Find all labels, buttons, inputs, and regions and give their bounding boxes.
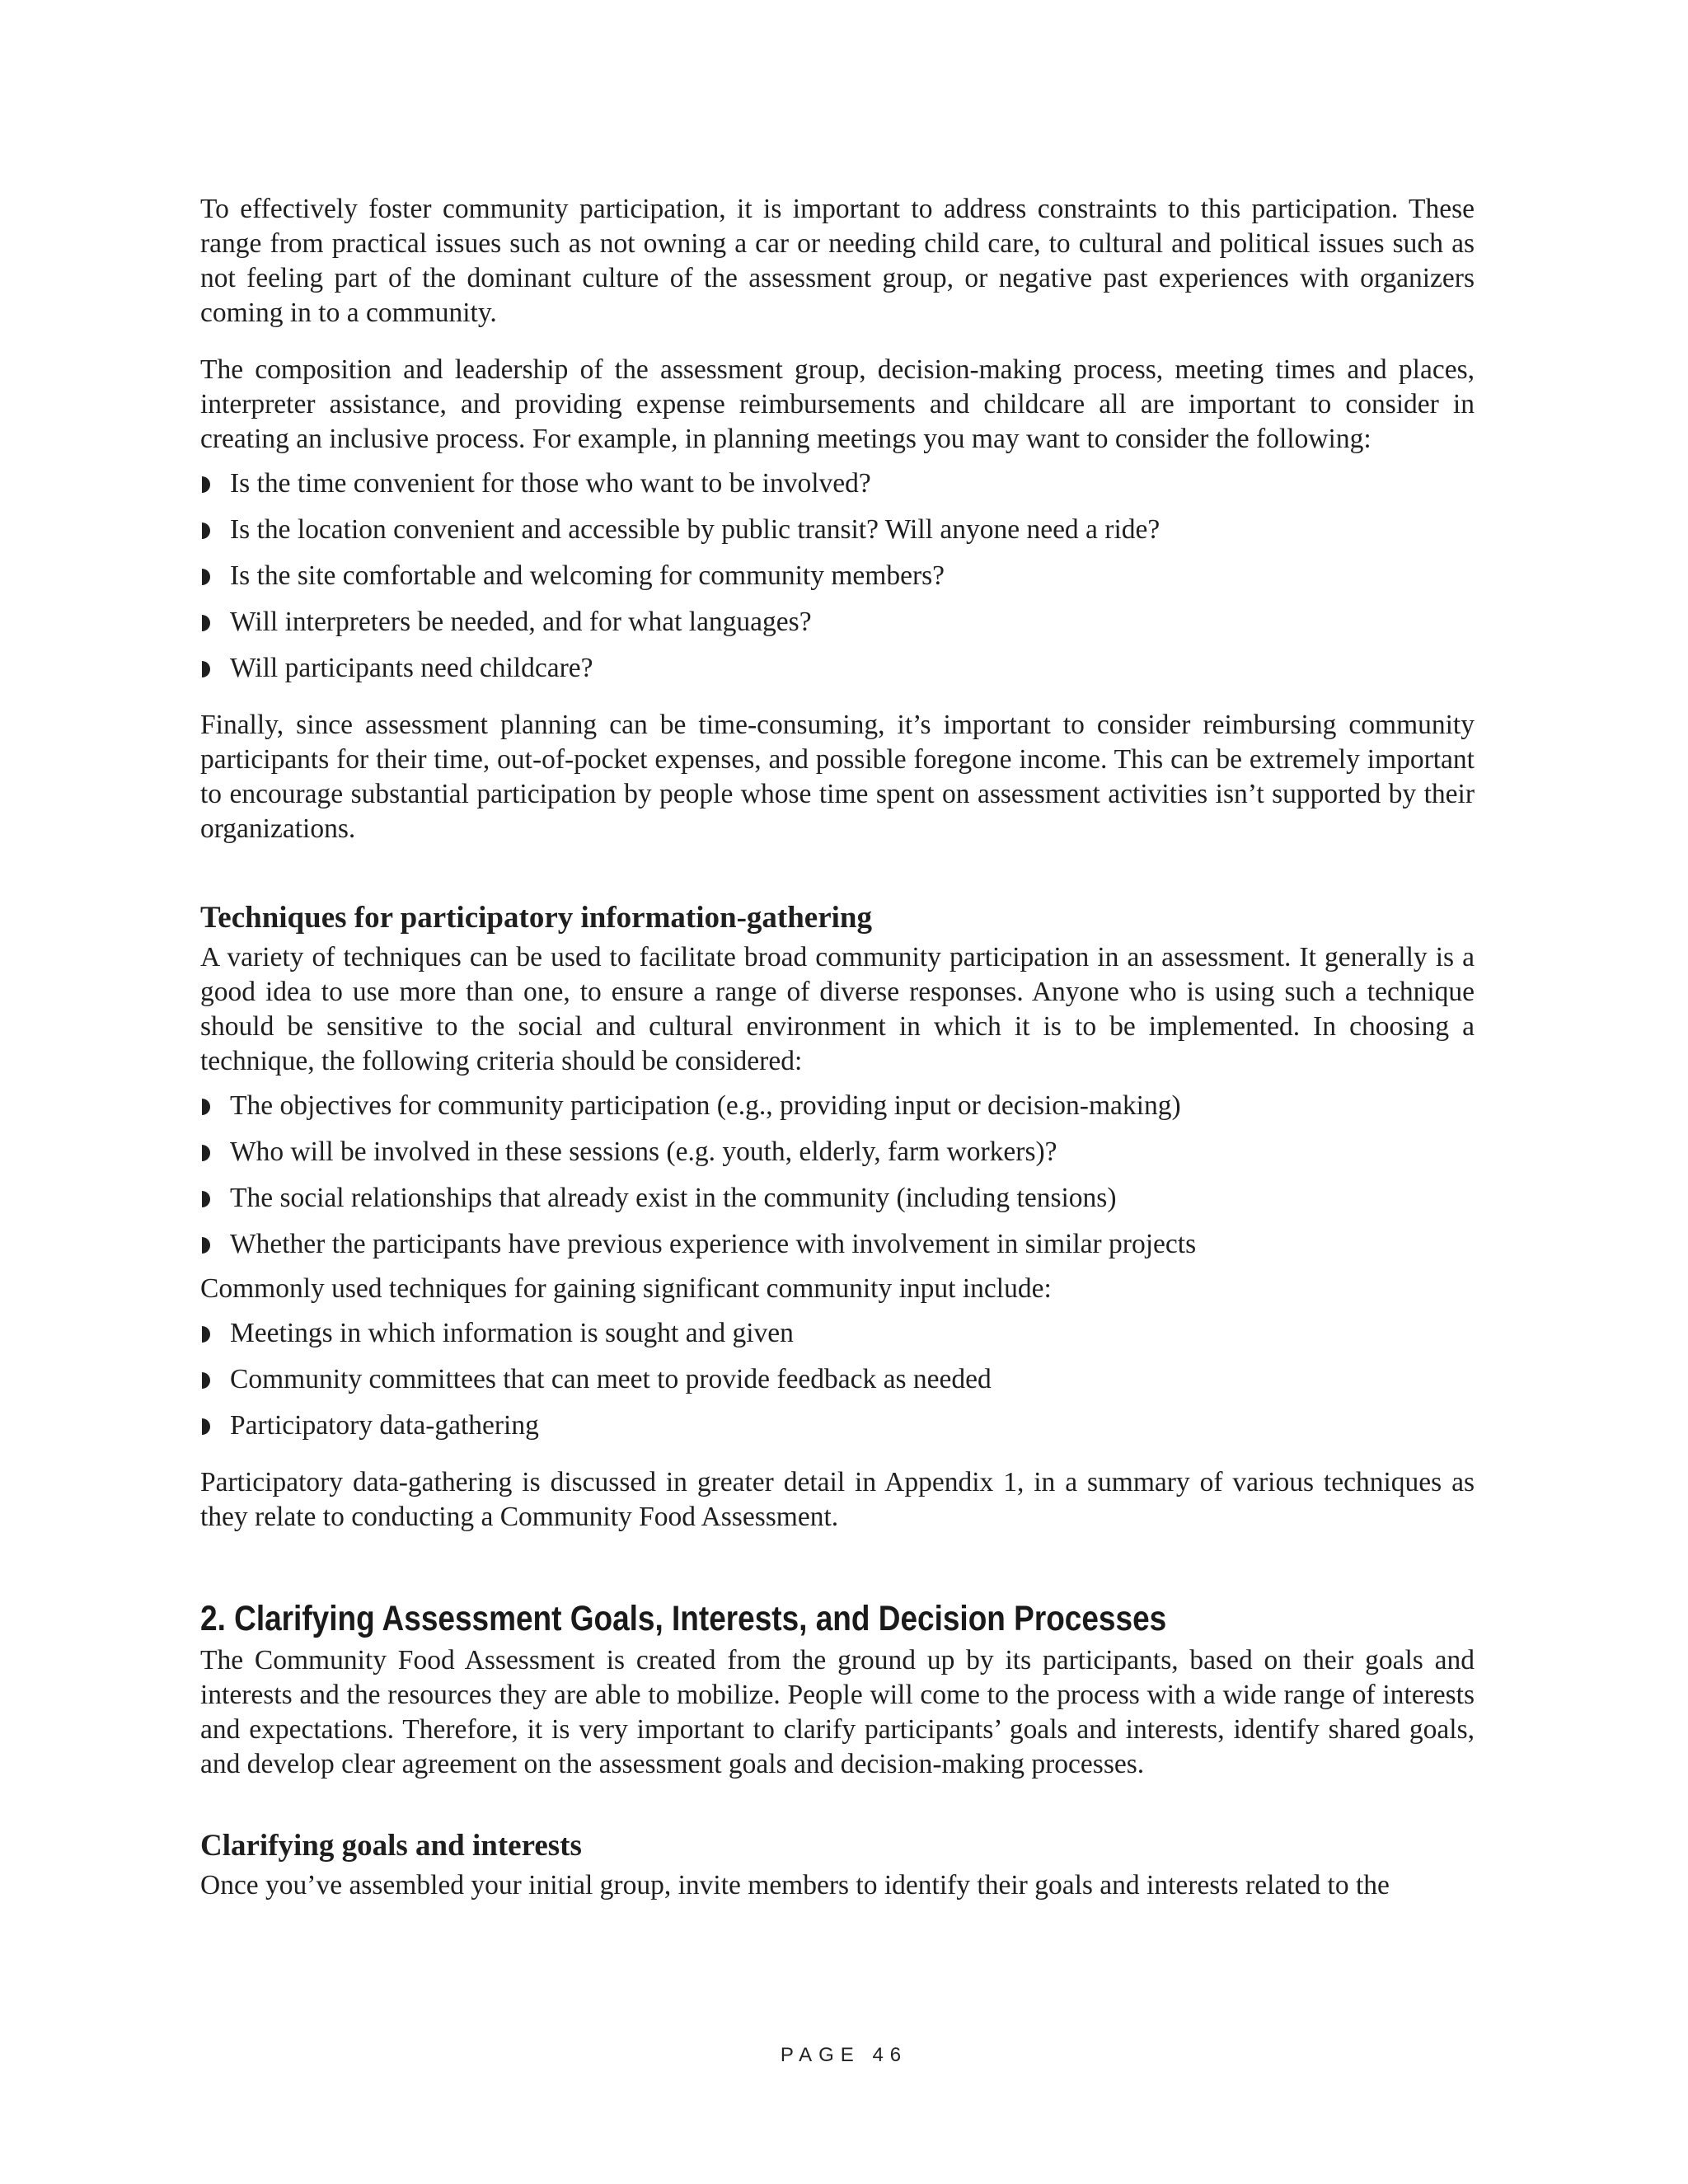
paragraph-appendix-reference: Participatory data-gathering is discussed in greater detail in Appendix 1, in a summary of various techniques as they relate to conducting a Community Food Assessment. [200,1467,1475,1532]
paragraph-techniques-intro: A variety of techniques can be used to facilitate broad community participation in an assessment. It generally is a good idea to use more than one, to ensure a range of diverse responses. Anyone who is using such a technique should be sensitive to the social and cultural environment in which it is to be implemented. In choosing a technique, the following criteria should be considered: [200,942,1475,1076]
bullet-icon [202,1372,210,1389]
bullet-icon [202,1237,210,1254]
list-item: The social relationships that already exist in the community (including tensions) [200,1181,1475,1216]
heading-techniques: Techniques for participatory information-gathering [200,901,873,935]
bullet-icon [202,1326,210,1343]
criteria-list [200,1089,1475,1262]
list-item: Is the location convenient and accessible by public transit? Will anyone need a ride? [200,513,1475,547]
bullet-icon [202,661,210,677]
page-number: PAGE 46 [780,2044,908,2066]
list-item: Who will be involved in these sessions (e.g. youth, elderly, farm workers)? [200,1135,1475,1169]
paragraph-common-techniques: Commonly used techniques for gaining significant community input include: [200,1273,1052,1304]
list-item: Meetings in which information is sought and given [200,1316,1475,1351]
list-item: Community committees that can meet to provide feedback as needed [200,1362,1475,1397]
paragraph-reimbursement: Finally, since assessment planning can be time-consuming, it’s important to consider reimbursing community participants for their time, out-of-pocket expenses, and possible foregone income. This can be extremely important to encourage substantial participation by people whose time spent on assessment activities isn’t supported by their organizations. [200,710,1475,844]
paragraph-clarifying: Once you’ve assembled your initial group, invite members to identify their goals and interests related to the [200,1870,1390,1900]
list-item: Is the time convenient for those who want to be involved? [200,466,1475,501]
meeting-questions-list [200,466,1475,686]
section-heading: 2. Clarifying Assessment Goals, Interests, and Decision Processes [200,1599,1167,1638]
list-item: Participatory data-gathering [200,1408,1475,1443]
bullet-icon [202,1099,210,1115]
list-item: Is the site comfortable and welcoming for community members? [200,559,1475,593]
bullet-icon [202,523,210,539]
heading-clarifying: Clarifying goals and interests [200,1829,582,1863]
list-item: Whether the participants have previous experience with involvement in similar projects [200,1227,1475,1262]
bullet-icon [202,1418,210,1435]
bullet-icon [202,569,210,585]
techniques-list [200,1316,1475,1443]
bullet-icon [202,1191,210,1207]
bullet-icon [202,1145,210,1161]
list-item: Will participants need childcare? [200,651,1475,686]
paragraph-composition: The composition and leadership of the assessment group, decision-making process, meeting times and places, interpreter assistance, and providing expense reimbursements and childcare all are important to consider in creating an inclusive process. For example, in planning meetings you may want to consider the following: [200,354,1475,454]
paragraph-constraints: To effectively foster community participation, it is important to address constraints to this participation. These range from practical issues such as not owning a car or needing child care, to cultural and political issues such as not feeling part of the dominant culture of the assessment group, or negative past experiences with organizers coming in to a community. [200,194,1475,328]
paragraph-section-intro: The Community Food Assessment is created from the ground up by its participants, based on their goals and interests and the resources they are able to mobilize. People will come to the process with a wide range of interests and expectations. Therefore, it is very important to clarify participants’ goals and interests, identify shared goals, and develop clear agreement on the assessment goals and decision-making processes. [200,1645,1475,1779]
bullet-icon [202,615,210,631]
list-item: The objectives for community participation (e.g., providing input or decision-making) [200,1089,1475,1123]
list-item: Will interpreters be needed, and for what languages? [200,605,1475,640]
bullet-icon [202,476,210,493]
page-content [200,192,1475,1903]
